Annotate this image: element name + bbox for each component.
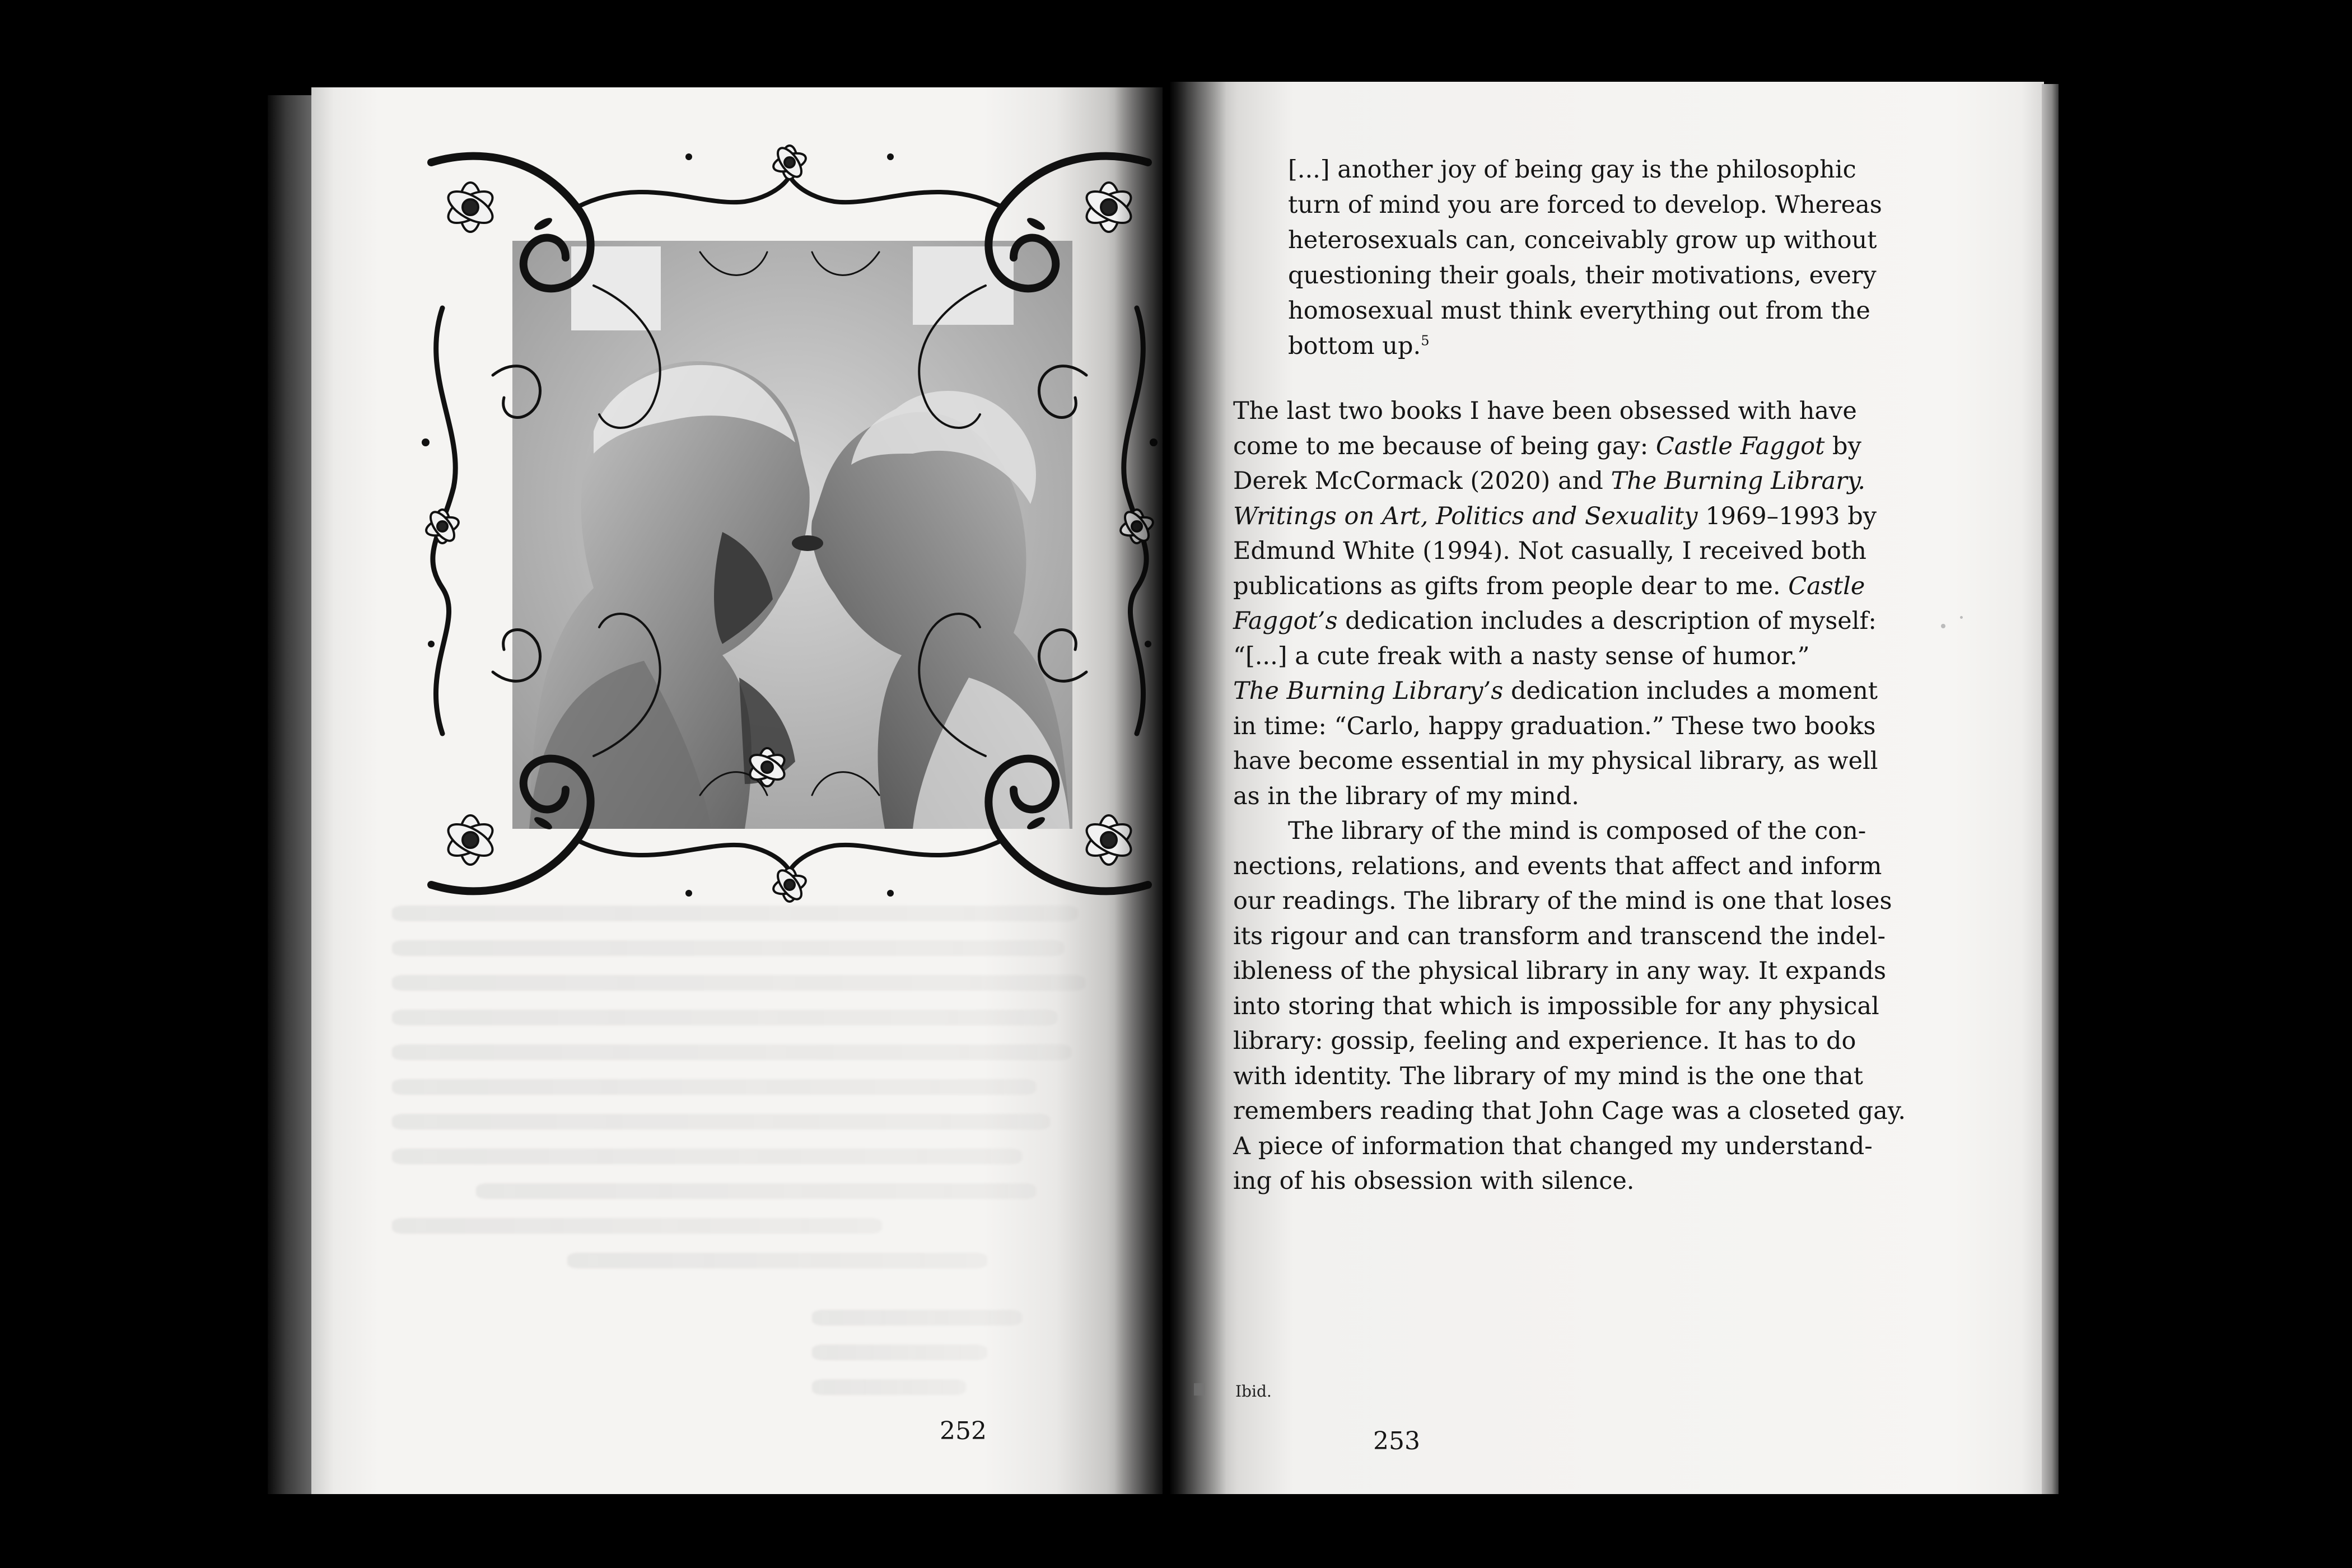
quote-line: questioning their goals, their motivations, every	[1288, 262, 1877, 290]
paper-speck	[1941, 624, 1945, 628]
left-page-stack-edge	[268, 95, 314, 1494]
paragraph-line: into storing that which is impossible for any physical	[1233, 992, 1879, 1020]
paragraph-line: ibleness of the physical library in any way. It expands	[1233, 957, 1887, 985]
show-through-text	[392, 896, 1092, 1404]
paragraph-line: nections, relations, and events that affect and inform	[1233, 852, 1882, 880]
paragraph-line: publications as gifts from people dear to me. Castle	[1233, 572, 1865, 600]
book-gutter	[1114, 67, 1226, 1512]
footnote-marker	[1194, 1383, 1205, 1396]
paragraph-line: in time: “Carlo, happy graduation.” These two books	[1233, 712, 1876, 740]
paragraph-line: The last two books I have been obsessed with have	[1233, 397, 1857, 425]
block-quote	[1288, 152, 1915, 364]
paragraph-line: as in the library of my mind.	[1233, 782, 1579, 810]
paragraph-line: with identity. The library of my mind is the one that	[1233, 1062, 1863, 1090]
quote-line: turn of mind you are forced to develop. Whereas	[1288, 191, 1882, 219]
book-title: The Burning Library.	[1611, 467, 1866, 495]
paragraph-line: remembers reading that John Cage was a closeted gay.	[1233, 1097, 1906, 1125]
paragraph-line: A piece of information that changed my understand-	[1233, 1132, 1873, 1160]
footnote: Ibid.	[1235, 1382, 1272, 1401]
book-title: The Burning Library’s	[1233, 677, 1504, 705]
paper-speck	[1960, 616, 1963, 619]
illustration	[409, 140, 1170, 907]
book-title: Castle	[1788, 572, 1865, 600]
paragraph-line: come to me because of being gay: Castle Faggot by	[1233, 432, 1861, 460]
paragraph-line: The Burning Library’s dedication includes a moment	[1233, 677, 1878, 705]
paragraph-line: its rigour and can transform and transcend the indel-	[1233, 922, 1886, 950]
paragraph-line: “[...] a cute freak with a nasty sense of humor.”	[1233, 642, 1810, 670]
book-title: Castle Faggot	[1655, 432, 1825, 460]
paragraph-line: ing of his obsession with silence.	[1233, 1167, 1635, 1195]
paragraph-line: Derek McCormack (2020) and The Burning Library.	[1233, 467, 1866, 495]
paragraph-line: Faggot’s dedication includes a description of myself:	[1233, 607, 1877, 635]
book-title: Writings on Art, Politics and Sexuality	[1233, 502, 1698, 530]
quote-line: [...] another joy of being gay is the philosophic	[1288, 156, 1856, 184]
paragraph-line: The library of the mind is composed of the con-	[1288, 817, 1866, 845]
page-number-right: 253	[1373, 1427, 1420, 1455]
page-number-left: 252	[940, 1417, 987, 1445]
quote-line: heterosexuals can, conceivably grow up without	[1288, 226, 1877, 254]
footnote-reference: 5	[1421, 333, 1430, 349]
book-title: Faggot’s	[1233, 607, 1338, 635]
paragraph-line: our readings. The library of the mind is one that loses	[1233, 887, 1892, 915]
right-page-stack-edge	[2042, 84, 2059, 1494]
quote-line-last	[1288, 329, 1915, 364]
paragraph-line: have become essential in my physical library, as well	[1233, 747, 1878, 775]
floral-frame-photo-icon	[409, 140, 1170, 907]
paragraph-line: Writings on Art, Politics and Sexuality 1969–1993 by	[1233, 502, 1877, 530]
paragraph-line: library: gossip, feeling and experience. It has to do	[1233, 1027, 1856, 1055]
quote-line: bottom up.	[1288, 332, 1421, 360]
body-text	[1233, 394, 1928, 1199]
quote-line: homosexual must think everything out from the	[1288, 297, 1870, 325]
paragraph-line: Edmund White (1994). Not casually, I received both	[1233, 537, 1866, 565]
